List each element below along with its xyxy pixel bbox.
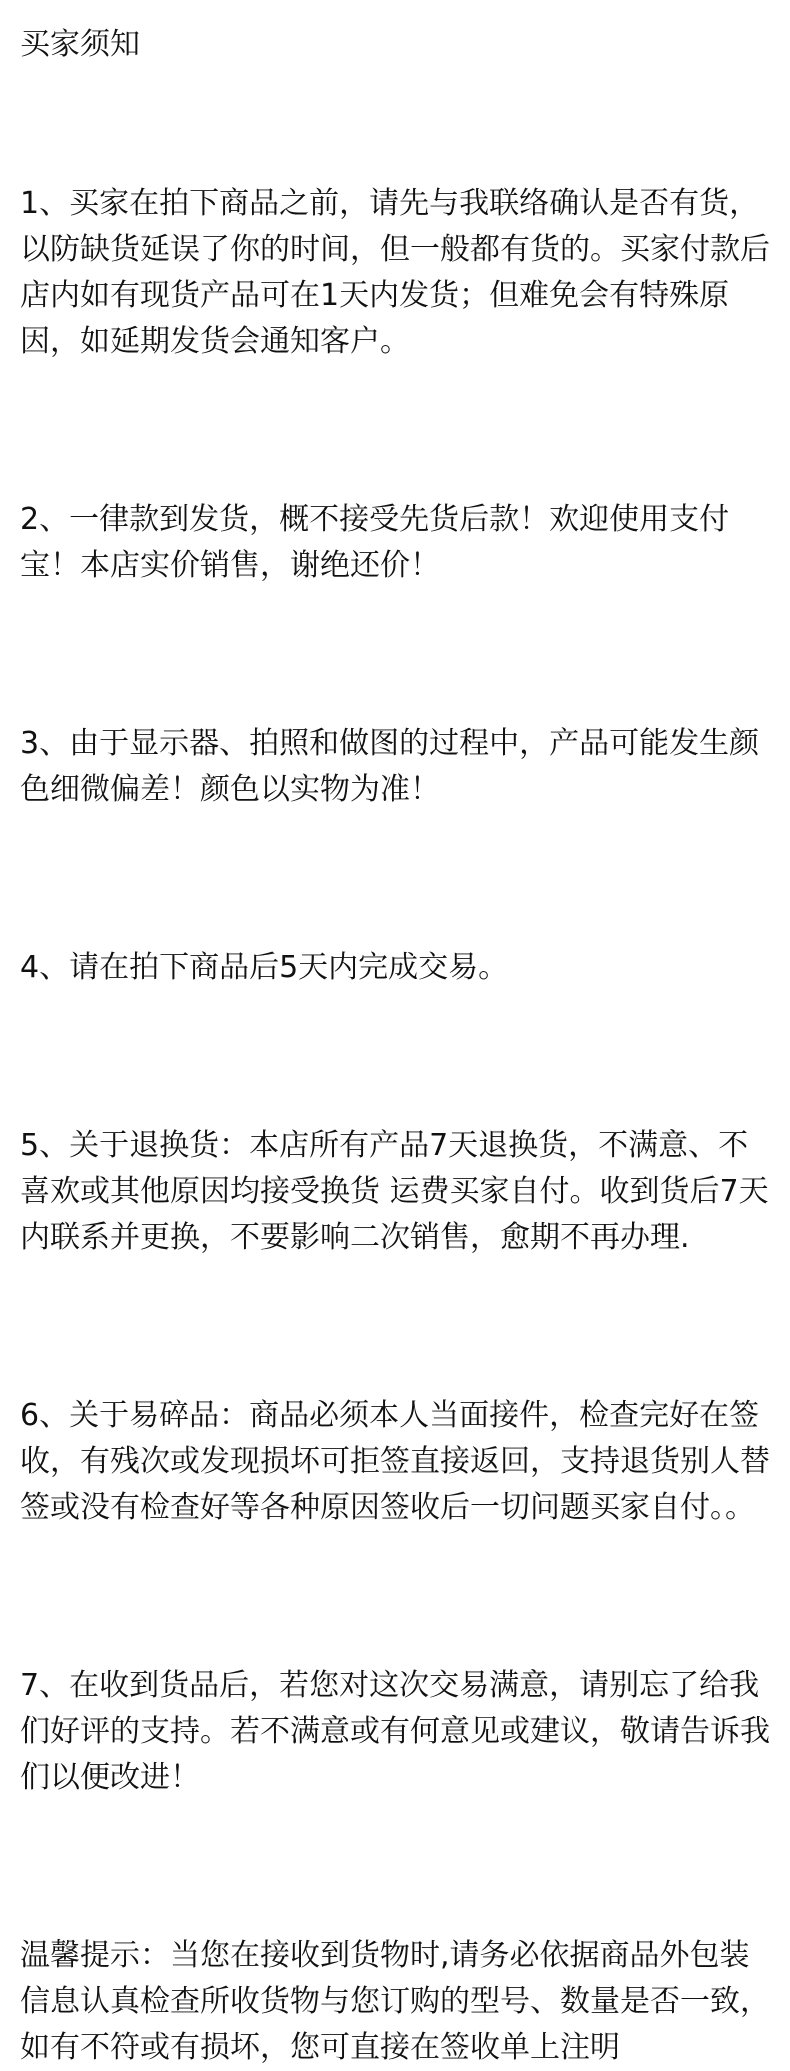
notice-item-6: 6、关于易碎品：商品必须本人当面接件，检查完好在签收，有残次或发现损坏可拒签直接返回，支持退货别人替签或没有检查好等各种原因签收后一切问题买家自付。。 bbox=[20, 1398, 770, 1525]
notice-item-5: 5、关于退换货：本店所有产品7天退换货，不满意、不喜欢或其他原因均接受换货 运费买家自付。收到货后7天内联系并更换，不要影响二次销售，愈期不再办理. bbox=[20, 1128, 769, 1255]
spacer bbox=[20, 813, 770, 945]
notice-item-7: 7、在收到货品后，若您对这次交易满意，请别忘了给我们好评的支持。若不满意或有何意见或建议，敬请告诉我们以便改进！ bbox=[20, 1668, 770, 1795]
spacer bbox=[20, 1261, 770, 1393]
spacer bbox=[20, 1531, 770, 1663]
notice-item-2: 2、一律款到发货，概不接受先货后款！欢迎使用支付宝！本店实价销售，谢绝还价！ bbox=[20, 502, 730, 583]
document-title: 买家须知 bbox=[20, 27, 140, 62]
spacer bbox=[20, 589, 770, 721]
spacer bbox=[20, 991, 770, 1123]
notice-item-1: 1、买家在拍下商品之前，请先与我联络确认是否有货，以防缺货延误了你的时间，但一般都有货的。买家付款后店内如有现货产品可在1天内发货；但难免会有特殊原因，如延期发货会通知客户。 bbox=[20, 186, 770, 359]
warm-tip: 温馨提示：当您在接收到货物时,请务必依据商品外包装信息认真检查所收货物与您订购的型号、数量是否一致，如有不符或有损坏，您可直接在签收单上注明 bbox=[20, 1938, 770, 2065]
spacer bbox=[20, 1801, 770, 1933]
spacer bbox=[20, 365, 770, 497]
notice-item-4: 4、请在拍下商品后5天内完成交易。 bbox=[20, 950, 509, 985]
notice-item-3: 3、由于显示器、拍照和做图的过程中，产品可能发生颜色细微偏差！颜色以实物为准！ bbox=[20, 726, 760, 807]
